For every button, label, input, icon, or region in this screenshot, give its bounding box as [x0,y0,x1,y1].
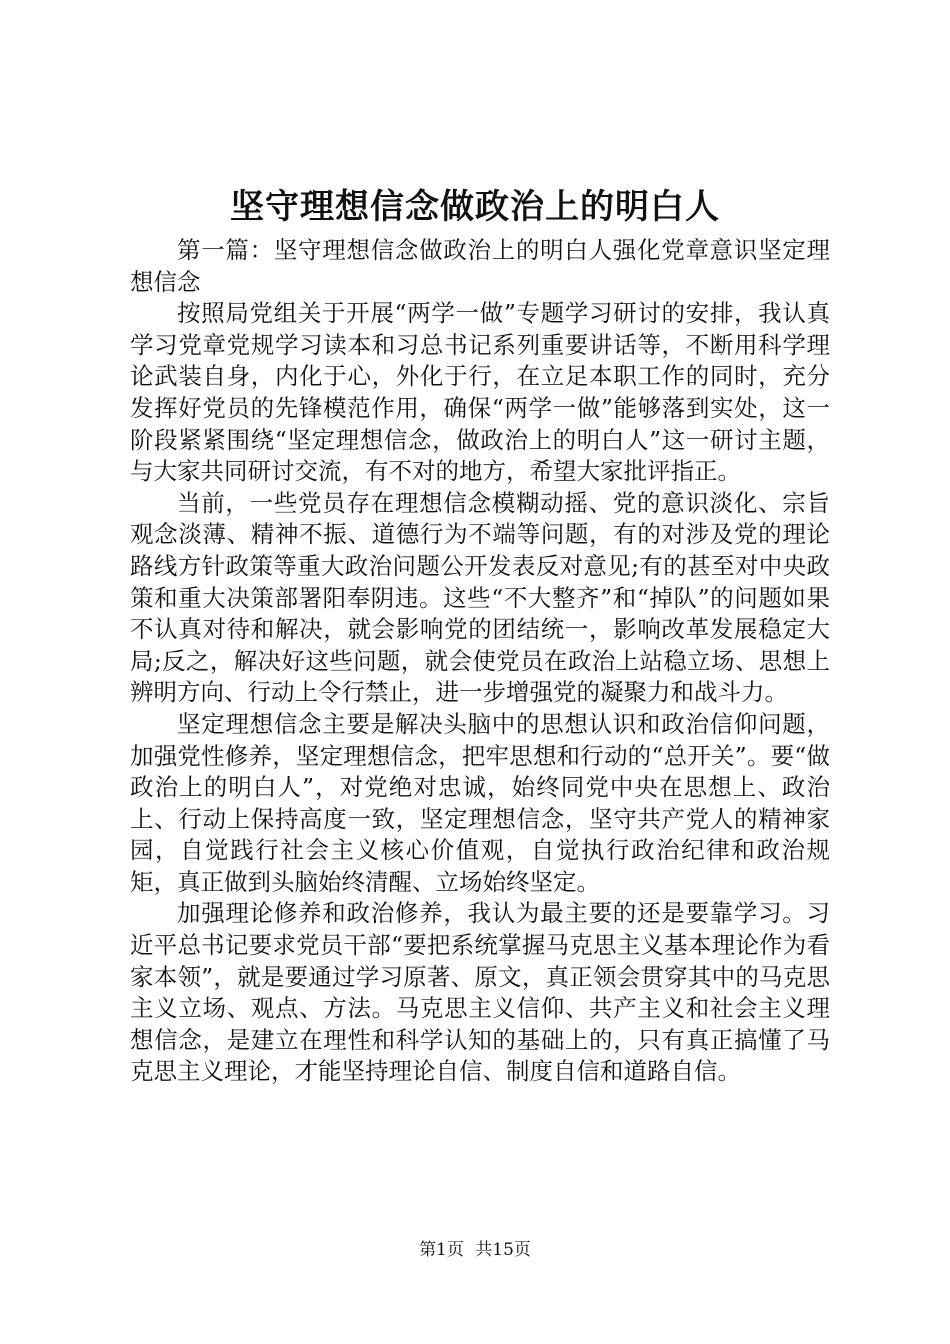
paragraph: 坚定理想信念主要是解决头脑中的思想认识和政治信仰问题，加强党性修养，坚定理想信念，把牢思想和行动的“总开关”。要“做政治上的明白人”，对党绝对忠诚，始终同党中央在思想上、政治上、行动上保持高度一致，坚定理想信念，坚守共产党人的精神家园，自觉践行社会主义核心价值观，自觉执行政治纪律和政治规矩，真正做到头脑始终清醒、立场始终坚定。 [130,709,830,896]
page-total: 共15页 [475,1240,531,1260]
page-number: 第1页 [419,1240,464,1260]
page-footer [0,1238,950,1262]
paragraph-heading: 第一篇：坚守理想信念做政治上的明白人强化党章意识坚定理想信念 [130,236,830,296]
document-title: 坚守理想信念做政治上的明白人 [230,187,720,227]
document-body [130,235,830,1088]
paragraph: 按照局党组关于开展“两学一做”专题学习研讨的安排，我认真学习党章党规学习读本和习总书记系列重要讲话等，不断用科学理论武装自身，内化于心，外化于行，在立足本职工作的同时，充分发挥好党员的先锋模范作用，确保“两学一做”能够落到实处，这一阶段紧紧围绕“坚定理想信念，做政治上的明白人”这一研讨主题，与大家共同研讨交流，有不对的地方，希望大家批评指正。 [130,299,830,486]
paragraph: 加强理论修养和政治修养，我认为最主要的还是要靠学习。习近平总书记要求党员干部“要把系统掌握马克思主义基本理论作为看家本领”，就是要通过学习原著、原文，真正领会贯穿其中的马克思主义立场、观点、方法。马克思主义信仰、共产主义和社会主义理想信念，是建立在理性和科学认知的基础上的，只有真正搞懂了马克思主义理论，才能坚持理论自信、制度自信和道路自信。 [130,899,830,1086]
paragraph: 当前，一些党员存在理想信念模糊动摇、党的意识淡化、宗旨观念淡薄、精神不振、道德行为不端等问题，有的对涉及党的理论路线方针政策等重大政治问题公开发表反对意见;有的甚至对中央政策和重大决策部署阳奉阴违。这些“不大整齐”和“掉队”的问题如果不认真对待和解决，就会影响党的团结统一，影响改革发展稳定大局;反之，解决好这些问题，就会使党员在政治上站稳立场、思想上辨明方向、行动上令行禁止，进一步增强党的凝聚力和战斗力。 [130,488,830,707]
